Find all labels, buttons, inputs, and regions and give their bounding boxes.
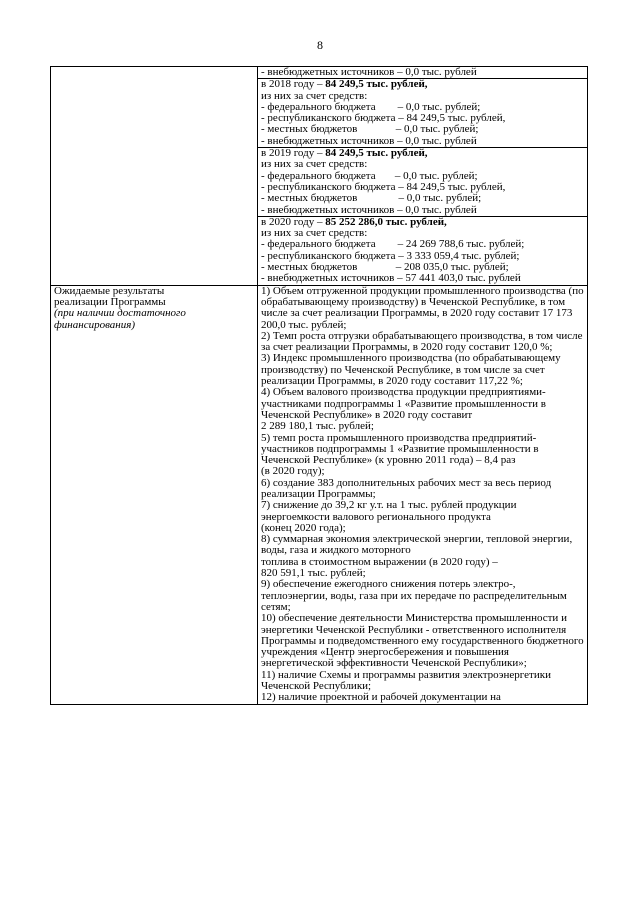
results-label-note: финансирования) (54, 318, 136, 331)
results-label: Ожидаемые результаты (54, 284, 165, 297)
expected-results-row (51, 285, 588, 704)
funding-item: - федерального бюджета – 0,0 тыс. рублей; (261, 169, 478, 182)
result-item: 9) обеспечение ежегодного снижения потерь электро-, теплоэнергии, воды, газа при их передаче по распределительным сетям; (261, 578, 567, 613)
funding-item: - федерального бюджета – 0,0 тыс. рублей; (261, 100, 481, 113)
funding-tail-cell (258, 67, 588, 79)
result-item: 5) темп роста промышленного производства предприятий-участников подпрограммы 1 «Развитие промышленности в Чеченской Республике» (к уровню 2011 года) – 8,4 раз (261, 431, 539, 467)
result-item: 2) Темп роста отгрузки обрабатывающего производства, в том числе за счет реализации Программы, в 2020 году составит 120,0 %; (261, 329, 583, 354)
funding-tail-row (51, 67, 588, 79)
year-total-amount: 84 249,5 тыс. рублей (325, 147, 425, 160)
funding-item: - местных бюджетов – 0,0 тыс. рублей; (261, 192, 482, 205)
page-number: 8 (317, 38, 323, 52)
result-item: 3) Индекс промышленного производства (по обрабатывающему производству) по Чеченской Республике, в том числе за счет реализации Программы, в 2020 году составит 117,22 %; (261, 352, 561, 388)
year-total-line: в 2018 году – 84 249,5 тыс. рублей, (261, 78, 428, 91)
result-item: 2 289 180,1 тыс. рублей; (261, 420, 374, 433)
year-total-amount: 85 252 286,0 тыс. рублей, (325, 215, 447, 228)
result-item: 6) создание 383 дополнительных рабочих мест за весь период реализации Программы; (261, 476, 552, 500)
expected-results-label-cell (51, 285, 258, 704)
funding-2020-cell (258, 216, 588, 285)
result-item: 8) суммарная экономия электрической энергии, тепловой энергии, воды, газа и жидкого моторного (261, 533, 573, 557)
funding-item: - республиканского бюджета – 84 249,5 тыс. рублей, (261, 180, 506, 193)
left-empty-cell (51, 67, 258, 286)
result-item: 7) снижение до 39,2 кг у.т. на 1 тыс. рублей продукции энергоемкости валового регионального продукта (261, 499, 517, 523)
funding-intro: из них за счет средств: (261, 89, 368, 102)
result-item: 1) Объем отгруженной продукции промышленного производства (по обрабатывающему производству) в Чеченской Республике, в том числе за счет реализации Программы, в 2020 году составит 17 173 200,0 тыс. рублей; (261, 284, 584, 331)
result-item: 820 591,1 тыс. рублей; (261, 567, 366, 580)
funding-item: - внебюджетных источников – 0,0 тыс. рублей (261, 134, 477, 147)
funding-intro: из них за счет средств: (261, 158, 368, 171)
results-label: реализации Программы (54, 295, 166, 308)
expected-results-cell (258, 285, 588, 704)
funding-item: - республиканского бюджета – 84 249,5 тыс. рублей, (261, 112, 506, 125)
funding-2019-cell (258, 148, 588, 217)
funding-item: - местных бюджетов – 0,0 тыс. рублей; (261, 123, 479, 136)
funding-item: - республиканского бюджета – 3 333 059,4 тыс. рублей; (261, 249, 520, 262)
year-total-amount: 84 249,5 тыс. рублей (325, 78, 425, 91)
funding-item: - внебюджетных источников – 57 441 403,0 тыс. рублей (261, 272, 521, 285)
funding-item: - местных бюджетов – 208 035,0 тыс. рублей; (261, 261, 509, 274)
year-total-line: в 2019 году – 84 249,5 тыс. рублей, (261, 147, 428, 160)
year-total-line: в 2020 году – 85 252 286,0 тыс. рублей, (261, 215, 447, 228)
result-item: 11) наличие Схемы и программы развития электроэнергетики Чеченской Республики; (261, 668, 551, 693)
funding-2018-cell (258, 79, 588, 148)
funding-intro: из них за счет средств: (261, 227, 368, 240)
result-item: 10) обеспечение деятельности Министерства промышленности и энергетики Чеченской Республики - ответственного исполнителя Программы и подведомственного ему государственного бюджетного учреждения «Центр энергосбережения и повышения энергетической эффективности Чеченской Республики»; (261, 612, 584, 670)
result-item: 4) Объем валового производства продукции предприятиями-участниками подпрограммы 1 «Развитие промышленности в Чеченской Республике» в 2020 году составит (261, 386, 546, 421)
result-item: топлива в стоимостном выражении (в 2020 году) – (261, 555, 498, 568)
result-item: (в 2020 году); (261, 465, 325, 478)
funding-item: - внебюджетных источников – 0,0 тыс. рублей (261, 203, 477, 216)
results-label-note: (при наличии достаточного (54, 307, 186, 320)
program-passport-table (50, 66, 588, 705)
result-item: 12) наличие проектной и рабочей документации на (261, 691, 501, 704)
funding-item: - федерального бюджета – 24 269 788,6 тыс. рублей; (261, 238, 525, 251)
result-item: (конец 2020 года); (261, 521, 346, 534)
funding-tail-line: - внебюджетных источников – 0,0 тыс. рублей (261, 66, 477, 78)
